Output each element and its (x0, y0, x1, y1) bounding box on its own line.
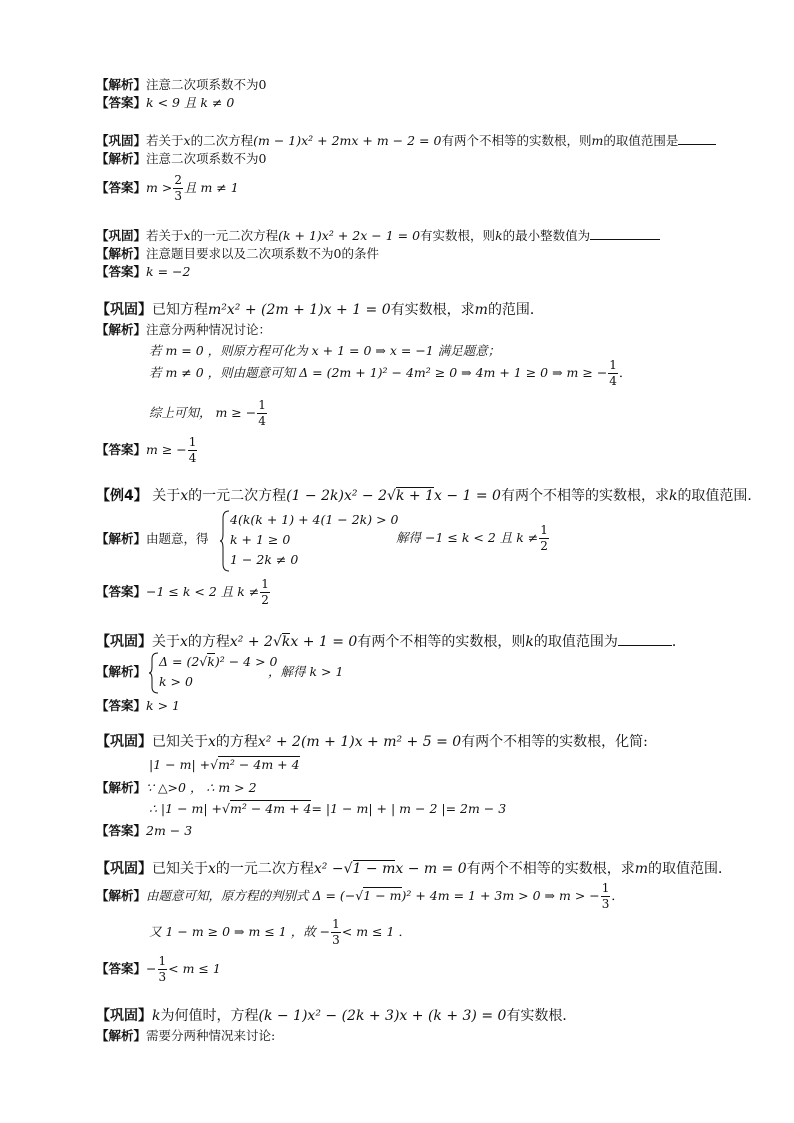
analysis-label: 【解析】 (96, 77, 147, 92)
analysis-line: 【解析】由题意可知，原方程的判别式 Δ = (−√1 − m)² + 4m = 1 + 3m > 0 ⇒ m > − $\frac{1}{3}$ ． (96, 881, 624, 911)
equation-system: Δ = (2√k)² − 4 > 0 k > 0 (159, 654, 278, 689)
system-brace (220, 510, 230, 572)
example-question: 【例4】 关于x的一元二次方程(1 − 2k)x² − 2√k + 1x − 1 = 0有两个不相等的实数根，求k的取值范围． (96, 488, 762, 504)
answer-line: 【答案】k = −2 (96, 264, 191, 279)
analysis-step: 综上可知， m ≥ − $\frac{1}{4}$ (149, 398, 266, 428)
practice-label: 【巩固】 (96, 133, 147, 148)
analysis-line: 【解析】注意题目要求以及二次项系数不为0的条件 (96, 246, 379, 261)
analysis-step: 又 1 − m ≥ 0 ⇒ m ≤ 1 ，故 − $\frac{1}{3}$ < m ≤ 1 ． (149, 917, 411, 947)
practice-question: 【巩固】k为何值时，方程(k − 1)x² − (2k + 3)x + (k + 3) = 0有实数根． (96, 1008, 577, 1024)
analysis-step: 若 m = 0 ，则原方程可化为 x + 1 = 0 ⇒ x = −1 满足题意； (149, 343, 501, 358)
fraction: $\frac{2}{3}$ (174, 173, 182, 203)
analysis-line: 【解析】 (96, 664, 147, 679)
example-label: 【例4】 (96, 488, 148, 504)
answer-line: 【答案】m ≥ − $\frac{1}{4}$ (96, 435, 197, 465)
answer-blank (618, 645, 672, 646)
practice-question: 【巩固】已知关于x的一元二次方程x² −√1 − mx − m = 0有两个不相等的实数根，求m的取值范围． (96, 861, 732, 877)
analysis-line: 【解析】注意分两种情况讨论： (96, 322, 272, 337)
analysis-line: 【解析】注意二次项系数不为0 (96, 151, 267, 166)
equation-system: 4(k(k + 1) + 4(1 − 2k) > 0 k + 1 ≥ 0 1 − 2k ≠ 0 (230, 512, 399, 567)
solution-text: ，解得 k > 1 (268, 664, 344, 679)
analysis-line: 【解析】∵ △>0 ， ∴ m > 2 (96, 780, 257, 795)
practice-question: 【巩固】关于x的方程x² + 2√kx + 1 = 0有两个不相等的实数根，则k的取值范围为 ． (96, 634, 686, 650)
answer-line: 【答案】− $\frac{1}{3}$ < m ≤ 1 (96, 954, 221, 984)
analysis-step: 若 m ≠ 0 ，则由题意可知 Δ = (2m + 1)² − 4m² ≥ 0 ⇒ 4m + 1 ≥ 0 ⇒ m ≥ − $\frac{1}{4}$ ． (149, 358, 632, 388)
answer-blank (678, 144, 716, 145)
answer-line: 【答案】k < 9 且 k ≠ 0 (96, 95, 235, 110)
analysis-step: ∴ |1 − m| +√m² − 4m + 4= |1 − m| + | m − 2 |= 2m − 3 (149, 801, 507, 816)
solution-text: 解得 −1 ≤ k < 2 且 k ≠ $\frac{1}{2}$ (396, 523, 548, 553)
answer-blank (590, 239, 660, 240)
analysis-line: 【解析】由题意，得 (96, 531, 209, 546)
practice-question: 【巩固】若关于x的二次方程(m − 1)x² + 2mx + m − 2 = 0有两个不相等的实数根，则m的取值范围是 (96, 132, 716, 150)
analysis-line: 【解析】需要分两种情况来讨论: (96, 1028, 276, 1043)
system-brace (149, 652, 159, 694)
answer-line: 【答案】k > 1 (96, 698, 180, 713)
answer-line: 【答案】−1 ≤ k < 2 且 k ≠ $\frac{1}{2}$ (96, 577, 269, 607)
answer-line: 【答案】m > $\frac{2}{3}$ 且 m ≠ 1 (96, 173, 239, 203)
practice-question: 【巩固】已知方程m²x² + (2m + 1)x + 1 = 0有实数根，求m的范围． (96, 302, 544, 318)
expression: |1 − m| +√m² − 4m + 4 (149, 757, 300, 772)
analysis-line: 【解析】注意二次项系数不为0 (96, 77, 267, 92)
answer-label: 【答案】 (96, 95, 147, 110)
answer-line: 【答案】2m − 3 (96, 823, 193, 838)
practice-question: 【巩固】已知关于x的方程x² + 2(m + 1)x + m² + 5 = 0有两个不相等的实数根，化简: (96, 734, 648, 750)
practice-question: 【巩固】若关于x的一元二次方程(k + 1)x² + 2x − 1 = 0有实数根，则k的最小整数值为 (96, 227, 660, 245)
